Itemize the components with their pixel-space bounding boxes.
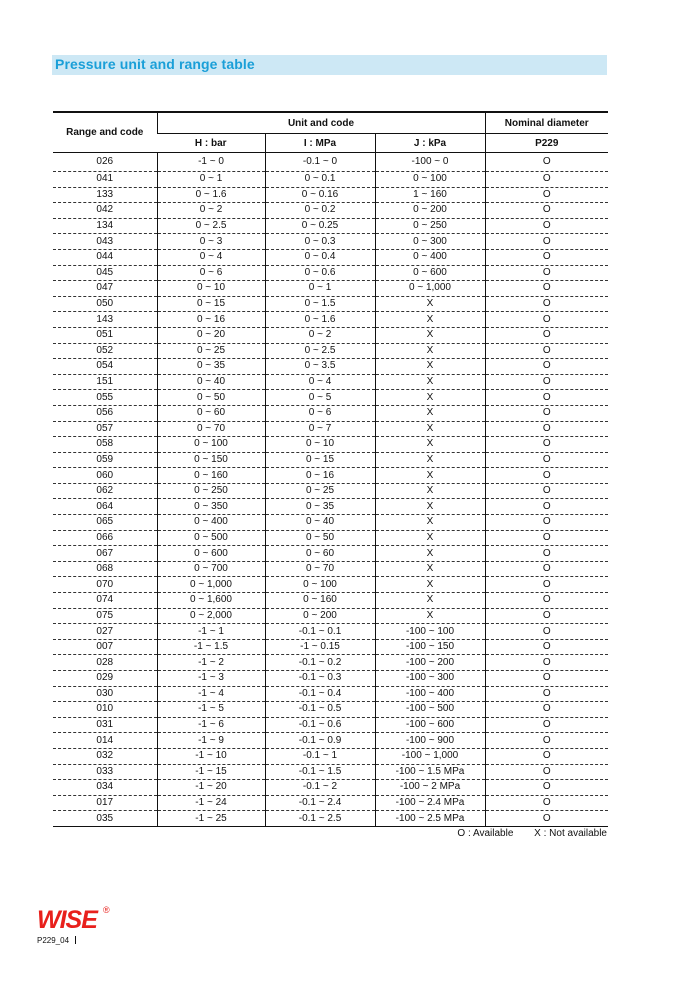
j-kpa-cell: X — [375, 452, 485, 468]
legend-not-available: X : Not available — [534, 828, 607, 839]
i-mpa-cell: 0 ~ 1.6 — [265, 312, 375, 328]
header-range-and-code: Range and code — [53, 112, 157, 153]
p229-cell: O — [485, 187, 608, 203]
h-bar-cell: 0 ~ 700 — [157, 561, 265, 577]
table-row — [53, 686, 608, 702]
h-bar-cell: -1 ~ 3 — [157, 671, 265, 687]
table-row — [53, 702, 608, 718]
h-bar-cell: -1 ~ 9 — [157, 733, 265, 749]
range-code-cell: 058 — [53, 437, 157, 453]
table-row — [53, 608, 608, 624]
p229-cell: O — [485, 172, 608, 188]
range-code-cell: 028 — [53, 655, 157, 671]
p229-cell: O — [485, 405, 608, 421]
table-row — [53, 312, 608, 328]
range-code-cell: 056 — [53, 405, 157, 421]
j-kpa-cell: X — [375, 483, 485, 499]
i-mpa-cell: 0 ~ 7 — [265, 421, 375, 437]
p229-cell: O — [485, 359, 608, 375]
h-bar-cell: 0 ~ 1,600 — [157, 593, 265, 609]
range-code-cell: 075 — [53, 608, 157, 624]
j-kpa-cell: X — [375, 327, 485, 343]
j-kpa-cell: -100 ~ 300 — [375, 671, 485, 687]
p229-cell: O — [485, 686, 608, 702]
table-row — [53, 421, 608, 437]
p229-cell: O — [485, 281, 608, 297]
p229-cell: O — [485, 249, 608, 265]
h-bar-cell: 0 ~ 60 — [157, 405, 265, 421]
j-kpa-cell: 0 ~ 400 — [375, 249, 485, 265]
i-mpa-cell: 0 ~ 4 — [265, 374, 375, 390]
p229-cell: O — [485, 733, 608, 749]
range-code-cell: 044 — [53, 249, 157, 265]
h-bar-cell: 0 ~ 160 — [157, 468, 265, 484]
page-title: Pressure unit and range table — [55, 56, 255, 72]
j-kpa-cell: 0 ~ 1,000 — [375, 281, 485, 297]
wise-logo — [37, 904, 119, 932]
table-row — [53, 499, 608, 515]
table-row — [53, 655, 608, 671]
h-bar-cell: -1 ~ 4 — [157, 686, 265, 702]
h-bar-cell: 0 ~ 6 — [157, 265, 265, 281]
h-bar-cell: 0 ~ 250 — [157, 483, 265, 499]
j-kpa-cell: -100 ~ 1.5 MPa — [375, 764, 485, 780]
i-mpa-cell: 0 ~ 3.5 — [265, 359, 375, 375]
header-p229: P229 — [485, 134, 608, 153]
range-code-cell: 041 — [53, 172, 157, 188]
logo-text: WISE — [37, 906, 97, 932]
h-bar-cell: 0 ~ 50 — [157, 390, 265, 406]
i-mpa-cell: 0 ~ 0.1 — [265, 172, 375, 188]
h-bar-cell: 0 ~ 2 — [157, 203, 265, 219]
h-bar-cell: -1 ~ 15 — [157, 764, 265, 780]
range-code-cell: 134 — [53, 218, 157, 234]
j-kpa-cell: -100 ~ 1,000 — [375, 748, 485, 764]
j-kpa-cell: X — [375, 577, 485, 593]
j-kpa-cell: X — [375, 312, 485, 328]
j-kpa-cell: 1 ~ 160 — [375, 187, 485, 203]
j-kpa-cell: -100 ~ 100 — [375, 624, 485, 640]
i-mpa-cell: 0 ~ 60 — [265, 546, 375, 562]
p229-cell: O — [485, 655, 608, 671]
table-row — [53, 281, 608, 297]
range-code-cell: 029 — [53, 671, 157, 687]
range-code-cell: 060 — [53, 468, 157, 484]
range-code-cell: 032 — [53, 748, 157, 764]
range-code-cell: 067 — [53, 546, 157, 562]
range-code-cell: 065 — [53, 515, 157, 531]
p229-cell: O — [485, 561, 608, 577]
j-kpa-cell: X — [375, 561, 485, 577]
range-code-cell: 059 — [53, 452, 157, 468]
table-row — [53, 733, 608, 749]
p229-cell: O — [485, 577, 608, 593]
i-mpa-cell: 0 ~ 0.4 — [265, 249, 375, 265]
j-kpa-cell: -100 ~ 0 — [375, 153, 485, 172]
h-bar-cell: 0 ~ 15 — [157, 296, 265, 312]
j-kpa-cell: 0 ~ 300 — [375, 234, 485, 250]
h-bar-cell: -1 ~ 2 — [157, 655, 265, 671]
p229-cell: O — [485, 153, 608, 172]
h-bar-cell: -1 ~ 0 — [157, 153, 265, 172]
p229-cell: O — [485, 780, 608, 796]
h-bar-cell: 0 ~ 35 — [157, 359, 265, 375]
range-code-cell: 066 — [53, 530, 157, 546]
table-row — [53, 639, 608, 655]
header-unit-and-code: Unit and code — [157, 112, 485, 134]
footer-page-code — [37, 936, 76, 945]
table-row — [53, 780, 608, 796]
range-code-cell: 014 — [53, 733, 157, 749]
table-row — [53, 296, 608, 312]
p229-cell: O — [485, 234, 608, 250]
section-title-bar — [52, 55, 607, 75]
j-kpa-cell: -100 ~ 500 — [375, 702, 485, 718]
table-row — [53, 546, 608, 562]
table-row — [53, 764, 608, 780]
p229-cell: O — [485, 764, 608, 780]
i-mpa-cell: 0 ~ 35 — [265, 499, 375, 515]
j-kpa-cell: X — [375, 468, 485, 484]
j-kpa-cell: -100 ~ 150 — [375, 639, 485, 655]
j-kpa-cell: -100 ~ 600 — [375, 717, 485, 733]
h-bar-cell: 0 ~ 2.5 — [157, 218, 265, 234]
p229-cell: O — [485, 483, 608, 499]
p229-cell: O — [485, 203, 608, 219]
range-code-cell: 055 — [53, 390, 157, 406]
p229-cell: O — [485, 624, 608, 640]
i-mpa-cell: 0 ~ 0.16 — [265, 187, 375, 203]
range-code-cell: 035 — [53, 811, 157, 827]
j-kpa-cell: X — [375, 405, 485, 421]
i-mpa-cell: 0 ~ 50 — [265, 530, 375, 546]
header-i-mpa: I : MPa — [265, 134, 375, 153]
j-kpa-cell: 0 ~ 600 — [375, 265, 485, 281]
i-mpa-cell: -0.1 ~ 0.6 — [265, 717, 375, 733]
i-mpa-cell: 0 ~ 0.2 — [265, 203, 375, 219]
p229-cell: O — [485, 390, 608, 406]
h-bar-cell: 0 ~ 3 — [157, 234, 265, 250]
header-j-kpa: J : kPa — [375, 134, 485, 153]
i-mpa-cell: 0 ~ 100 — [265, 577, 375, 593]
j-kpa-cell: X — [375, 343, 485, 359]
table-row — [53, 515, 608, 531]
header-nominal-diameter: Nominal diameter — [485, 112, 608, 134]
i-mpa-cell: -0.1 ~ 1.5 — [265, 764, 375, 780]
h-bar-cell: -1 ~ 1.5 — [157, 639, 265, 655]
i-mpa-cell: -0.1 ~ 0.3 — [265, 671, 375, 687]
p229-cell: O — [485, 452, 608, 468]
table-row — [53, 249, 608, 265]
h-bar-cell: 0 ~ 1 — [157, 172, 265, 188]
table-row — [53, 624, 608, 640]
range-code-cell: 074 — [53, 593, 157, 609]
table-row — [53, 483, 608, 499]
h-bar-cell: 0 ~ 350 — [157, 499, 265, 515]
table-row — [53, 530, 608, 546]
range-code-cell: 031 — [53, 717, 157, 733]
i-mpa-cell: -0.1 ~ 0 — [265, 153, 375, 172]
table-row — [53, 405, 608, 421]
j-kpa-cell: X — [375, 374, 485, 390]
p229-cell: O — [485, 437, 608, 453]
j-kpa-cell: -100 ~ 400 — [375, 686, 485, 702]
j-kpa-cell: X — [375, 530, 485, 546]
h-bar-cell: 0 ~ 40 — [157, 374, 265, 390]
p229-cell: O — [485, 671, 608, 687]
table-row — [53, 265, 608, 281]
i-mpa-cell: 0 ~ 16 — [265, 468, 375, 484]
i-mpa-cell: 0 ~ 2.5 — [265, 343, 375, 359]
range-code-cell: 030 — [53, 686, 157, 702]
i-mpa-cell: 0 ~ 0.6 — [265, 265, 375, 281]
range-code-cell: 010 — [53, 702, 157, 718]
range-code-cell: 017 — [53, 795, 157, 811]
i-mpa-cell: -0.1 ~ 1 — [265, 748, 375, 764]
p229-cell: O — [485, 499, 608, 515]
range-code-cell: 133 — [53, 187, 157, 203]
j-kpa-cell: -100 ~ 2 MPa — [375, 780, 485, 796]
p229-cell: O — [485, 296, 608, 312]
j-kpa-cell: X — [375, 499, 485, 515]
j-kpa-cell: 0 ~ 200 — [375, 203, 485, 219]
p229-cell: O — [485, 218, 608, 234]
i-mpa-cell: -0.1 ~ 0.5 — [265, 702, 375, 718]
range-code-cell: 033 — [53, 764, 157, 780]
h-bar-cell: 0 ~ 500 — [157, 530, 265, 546]
j-kpa-cell: X — [375, 546, 485, 562]
table-row — [53, 327, 608, 343]
table-row — [53, 468, 608, 484]
i-mpa-cell: -0.1 ~ 0.9 — [265, 733, 375, 749]
j-kpa-cell: -100 ~ 2.5 MPa — [375, 811, 485, 827]
i-mpa-cell: 0 ~ 6 — [265, 405, 375, 421]
j-kpa-cell: 0 ~ 250 — [375, 218, 485, 234]
i-mpa-cell: 0 ~ 40 — [265, 515, 375, 531]
i-mpa-cell: -1 ~ 0.15 — [265, 639, 375, 655]
j-kpa-cell: X — [375, 593, 485, 609]
h-bar-cell: 0 ~ 2,000 — [157, 608, 265, 624]
table-row — [53, 717, 608, 733]
legend-available: O : Available — [457, 828, 514, 839]
pressure-range-table — [53, 111, 608, 827]
i-mpa-cell: -0.1 ~ 2.4 — [265, 795, 375, 811]
footer-divider-mark — [75, 936, 76, 944]
i-mpa-cell: 0 ~ 2 — [265, 327, 375, 343]
range-code-cell: 026 — [53, 153, 157, 172]
range-code-cell: 151 — [53, 374, 157, 390]
h-bar-cell: 0 ~ 16 — [157, 312, 265, 328]
p229-cell: O — [485, 327, 608, 343]
j-kpa-cell: X — [375, 608, 485, 624]
table-row — [53, 153, 608, 172]
h-bar-cell: 0 ~ 4 — [157, 249, 265, 265]
table-row — [53, 452, 608, 468]
range-code-cell: 034 — [53, 780, 157, 796]
p229-cell: O — [485, 374, 608, 390]
h-bar-cell: -1 ~ 20 — [157, 780, 265, 796]
j-kpa-cell: X — [375, 296, 485, 312]
i-mpa-cell: 0 ~ 0.3 — [265, 234, 375, 250]
i-mpa-cell: 0 ~ 5 — [265, 390, 375, 406]
j-kpa-cell: X — [375, 515, 485, 531]
p229-cell: O — [485, 515, 608, 531]
j-kpa-cell: X — [375, 421, 485, 437]
range-code-cell: 070 — [53, 577, 157, 593]
i-mpa-cell: 0 ~ 10 — [265, 437, 375, 453]
table-row — [53, 234, 608, 250]
h-bar-cell: 0 ~ 20 — [157, 327, 265, 343]
p229-cell: O — [485, 748, 608, 764]
h-bar-cell: 0 ~ 400 — [157, 515, 265, 531]
range-code-cell: 007 — [53, 639, 157, 655]
h-bar-cell: 0 ~ 1,000 — [157, 577, 265, 593]
table-row — [53, 203, 608, 219]
h-bar-cell: -1 ~ 5 — [157, 702, 265, 718]
j-kpa-cell: 0 ~ 100 — [375, 172, 485, 188]
range-code-cell: 050 — [53, 296, 157, 312]
range-code-cell: 047 — [53, 281, 157, 297]
availability-legend — [457, 828, 607, 839]
h-bar-cell: -1 ~ 10 — [157, 748, 265, 764]
p229-cell: O — [485, 593, 608, 609]
table-row — [53, 437, 608, 453]
i-mpa-cell: -0.1 ~ 0.4 — [265, 686, 375, 702]
p229-cell: O — [485, 639, 608, 655]
range-code-cell: 064 — [53, 499, 157, 515]
table-body — [53, 153, 608, 827]
j-kpa-cell: X — [375, 390, 485, 406]
i-mpa-cell: -0.1 ~ 2.5 — [265, 811, 375, 827]
p229-cell: O — [485, 702, 608, 718]
range-code-cell: 045 — [53, 265, 157, 281]
table-row — [53, 811, 608, 827]
h-bar-cell: -1 ~ 24 — [157, 795, 265, 811]
table-row — [53, 187, 608, 203]
range-code-cell: 027 — [53, 624, 157, 640]
h-bar-cell: 0 ~ 100 — [157, 437, 265, 453]
j-kpa-cell: X — [375, 437, 485, 453]
registered-mark: ® — [103, 905, 110, 915]
h-bar-cell: 0 ~ 10 — [157, 281, 265, 297]
page-code-text: P229_04 — [37, 936, 70, 945]
range-code-cell: 042 — [53, 203, 157, 219]
p229-cell: O — [485, 343, 608, 359]
i-mpa-cell: 0 ~ 70 — [265, 561, 375, 577]
p229-cell: O — [485, 795, 608, 811]
table-row — [53, 577, 608, 593]
h-bar-cell: -1 ~ 1 — [157, 624, 265, 640]
range-code-cell: 062 — [53, 483, 157, 499]
p229-cell: O — [485, 530, 608, 546]
i-mpa-cell: 0 ~ 0.25 — [265, 218, 375, 234]
range-code-cell: 068 — [53, 561, 157, 577]
h-bar-cell: -1 ~ 6 — [157, 717, 265, 733]
range-code-cell: 057 — [53, 421, 157, 437]
table-row — [53, 374, 608, 390]
j-kpa-cell: -100 ~ 900 — [375, 733, 485, 749]
header-h-bar: H : bar — [157, 134, 265, 153]
p229-cell: O — [485, 546, 608, 562]
table-row — [53, 172, 608, 188]
j-kpa-cell: -100 ~ 200 — [375, 655, 485, 671]
h-bar-cell: 0 ~ 600 — [157, 546, 265, 562]
i-mpa-cell: -0.1 ~ 0.2 — [265, 655, 375, 671]
h-bar-cell: 0 ~ 70 — [157, 421, 265, 437]
table-row — [53, 795, 608, 811]
p229-cell: O — [485, 811, 608, 827]
h-bar-cell: 0 ~ 25 — [157, 343, 265, 359]
table-row — [53, 593, 608, 609]
p229-cell: O — [485, 717, 608, 733]
table-row — [53, 359, 608, 375]
p229-cell: O — [485, 421, 608, 437]
p229-cell: O — [485, 608, 608, 624]
j-kpa-cell: -100 ~ 2.4 MPa — [375, 795, 485, 811]
table-row — [53, 390, 608, 406]
h-bar-cell: -1 ~ 25 — [157, 811, 265, 827]
i-mpa-cell: 0 ~ 1.5 — [265, 296, 375, 312]
j-kpa-cell: X — [375, 359, 485, 375]
i-mpa-cell: 0 ~ 200 — [265, 608, 375, 624]
h-bar-cell: 0 ~ 1.6 — [157, 187, 265, 203]
p229-cell: O — [485, 265, 608, 281]
i-mpa-cell: 0 ~ 25 — [265, 483, 375, 499]
p229-cell: O — [485, 468, 608, 484]
table-row — [53, 748, 608, 764]
i-mpa-cell: -0.1 ~ 2 — [265, 780, 375, 796]
table-row — [53, 218, 608, 234]
range-code-cell: 054 — [53, 359, 157, 375]
p229-cell: O — [485, 312, 608, 328]
i-mpa-cell: 0 ~ 1 — [265, 281, 375, 297]
table-row — [53, 343, 608, 359]
range-code-cell: 143 — [53, 312, 157, 328]
table-row — [53, 561, 608, 577]
i-mpa-cell: 0 ~ 15 — [265, 452, 375, 468]
h-bar-cell: 0 ~ 150 — [157, 452, 265, 468]
i-mpa-cell: 0 ~ 160 — [265, 593, 375, 609]
i-mpa-cell: -0.1 ~ 0.1 — [265, 624, 375, 640]
range-code-cell: 052 — [53, 343, 157, 359]
table-row — [53, 671, 608, 687]
range-code-cell: 051 — [53, 327, 157, 343]
range-code-cell: 043 — [53, 234, 157, 250]
